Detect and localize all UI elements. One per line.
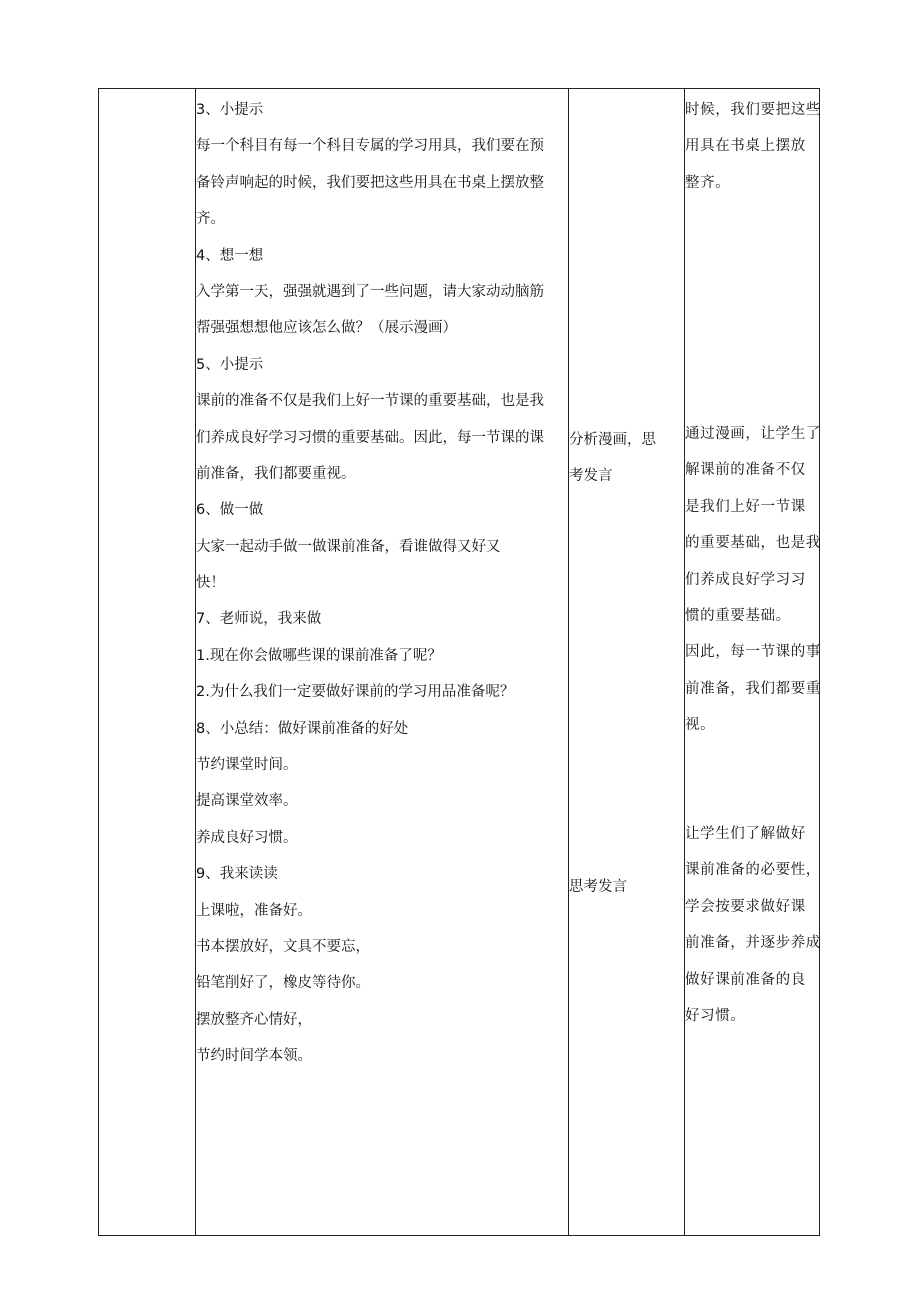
lesson-step-line: 节约课堂时间。 [196,757,298,774]
lesson-step-line: 前准备，我们都要重视。 [196,465,356,482]
lesson-step-line: 1.现在你会做哪些课的课前准备了呢？ [196,647,442,664]
design-intent-line: 时候，我们要把这些 [685,102,821,118]
activity-text: 考发言 [569,468,613,485]
design-intent-line: 好习惯。 [685,1007,746,1024]
lesson-step-line: 养成良好习惯。 [196,829,298,846]
lesson-step-line: 入学第一天，强强就遇到了一些问题，请大家动动脑筋 [196,283,544,300]
lesson-step-line: 们养成良好学习习惯的重要基础。因此，每一节课的课 [196,429,544,446]
design-intent-line: 学会按要求做好课 [685,898,806,915]
activity-text: 分析漫画，思 [569,432,656,448]
design-intent-line: 课前准备的必要性， [685,862,821,879]
design-intent-line: 解课前的准备不仅 [685,462,806,479]
lesson-step-line: 每一个科目有每一个科目专属的学习用具，我们要在预 [196,138,544,155]
lesson-step-line: 3、小提示 [196,102,264,118]
lesson-step-line: 铅笔削好了，橡皮等待你。 [196,975,370,992]
design-intent-block [685,425,821,753]
lesson-table [98,88,820,1236]
design-intent-line: 因此，每一节课的事 [685,644,821,661]
lesson-step-line: 大家一起动手做一做课前准备，看谁做得又好又 [196,538,501,555]
lesson-step-line: 4、想一想 [196,247,264,264]
lesson-step-line: 节约时间学本领。 [196,1048,312,1065]
design-intent-line: 做好课前准备的良 [685,971,806,988]
design-intent-line: 是我们上好一节课 [685,498,806,515]
lesson-step-line: 提高课堂效率。 [196,793,298,810]
design-intent-block [685,825,821,1043]
lesson-step-line: 齐。 [196,211,225,228]
design-intent-line: 惯的重要基础。 [685,607,791,624]
lesson-step-line: 5、小提示 [196,356,264,373]
teaching-process-column [196,101,568,1084]
lesson-step-line: 8、小总结：做好课前准备的好处 [196,720,409,737]
lesson-step-line: 2.为什么我们一定要做好课前的学习用品准备呢？ [196,684,515,701]
design-intent-line: 通过漫画，让学生了 [685,426,821,442]
design-intent-block [685,101,821,210]
lesson-step-line: 课前的准备不仅是我们上好一节课的重要基础，也是我 [196,393,544,410]
design-intent-line: 前准备，并逐步养成 [685,935,821,952]
design-intent-line: 们养成良好学习习 [685,571,806,588]
lesson-step-line: 7、老师说，我来做 [196,611,322,628]
design-intent-line: 前准备，我们都要重 [685,680,821,697]
lesson-step-line: 上课啦，准备好。 [196,902,312,919]
column-divider [568,89,569,1235]
lesson-step-line: 6、做一做 [196,502,264,519]
lesson-step-line: 帮强强想想他应该怎么做？（展示漫画） [196,320,457,337]
design-intent-line: 让学生们了解做好 [685,826,806,842]
design-intent-line: 整齐。 [685,174,731,191]
lesson-step-line: 备铃声响起的时候，我们要把这些用具在书桌上摆放整 [196,174,544,191]
lesson-step-line: 书本摆放好，文具不要忘， [196,938,370,955]
design-intent-line: 的重要基础，也是我 [685,535,821,552]
design-intent-line: 用具在书桌上摆放 [685,138,806,155]
design-intent-line: 视。 [685,717,716,734]
lesson-step-line: 快！ [196,575,225,592]
activity-text: 思考发言 [569,879,627,895]
lesson-step-line: 摆放整齐心情好， [196,1011,312,1028]
lesson-step-line: 9、我来读读 [196,866,278,883]
